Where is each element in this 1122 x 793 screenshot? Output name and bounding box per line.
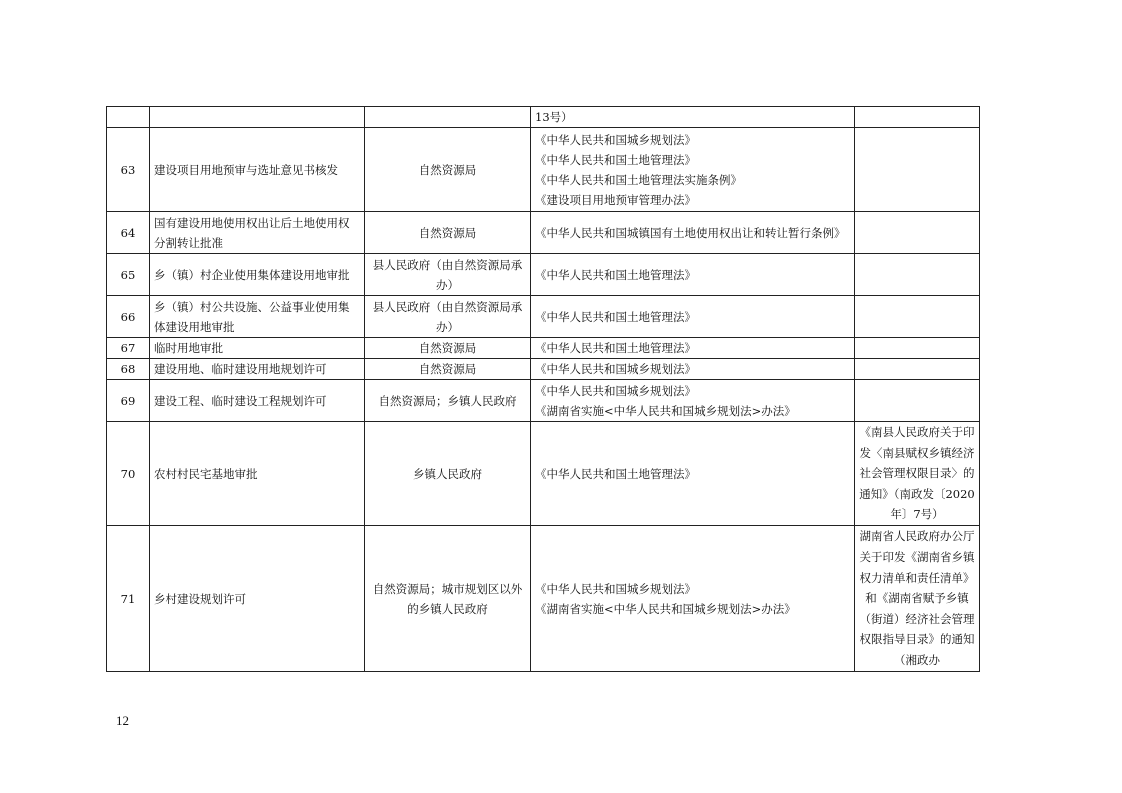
cell-no: 63 [107, 128, 150, 212]
cell-basis [531, 422, 855, 526]
cell-no [107, 107, 150, 128]
cell-name: 乡村建设规划许可 [150, 526, 365, 672]
cell-name [150, 254, 365, 296]
cell-basis [531, 128, 855, 212]
table-row [107, 296, 980, 338]
cell-dept: 自然资源局 [365, 212, 531, 254]
cell-no: 70 [107, 422, 150, 526]
basis-line: 《中华人民共和国土地管理法》 [535, 152, 696, 167]
basis-line: 《中华人民共和国城乡规划法》 [535, 581, 696, 596]
cell-no: 68 [107, 359, 150, 380]
cell-name: 建设用地、临时建设用地规划许可 [150, 359, 365, 380]
cell-dept: 自然资源局；乡镇人民政府 [365, 380, 531, 422]
name-text: 乡（镇）村企业使用集体建设用地审批 [154, 267, 350, 282]
cell-no: 67 [107, 338, 150, 359]
cell-dept: 自然资源局 [365, 338, 531, 359]
cell-dept: 乡镇人民政府 [365, 422, 531, 526]
cell-dept [365, 254, 531, 296]
cell-note [855, 107, 980, 128]
cell-note [855, 526, 980, 672]
cell-dept [365, 296, 531, 338]
cell-dept [365, 107, 531, 128]
basis-line: 《中华人民共和国土地管理法》 [535, 466, 696, 481]
cell-dept [365, 526, 531, 672]
cell-note [855, 359, 980, 380]
cell-name: 建设项目用地预审与选址意见书核发 [150, 128, 365, 212]
basis-line: 《中华人民共和国城镇国有土地使用权出让和转让暂行条例》 [535, 225, 846, 240]
cell-basis [531, 212, 855, 254]
cell-name: 建设工程、临时建设工程规划许可 [150, 380, 365, 422]
cell-dept: 自然资源局 [365, 128, 531, 212]
permits-table [106, 106, 980, 672]
cell-note [855, 212, 980, 254]
note-text: 《南县人民政府关于印发〈南县赋权乡镇经济社会管理权限目录〉的通知》（南政发〔2020年〕7号） [859, 425, 975, 522]
cell-no: 69 [107, 380, 150, 422]
basis-line: 13号） [535, 110, 573, 124]
cell-no: 65 [107, 254, 150, 296]
basis-line: 《中华人民共和国城乡规划法》 [535, 383, 696, 398]
cell-basis [531, 107, 855, 128]
cell-dept: 自然资源局 [365, 359, 531, 380]
cell-no: 66 [107, 296, 150, 338]
cell-basis [531, 338, 855, 359]
cell-note [855, 380, 980, 422]
cell-basis [531, 380, 855, 422]
page-number: 12 [116, 713, 129, 728]
cell-name [150, 107, 365, 128]
cell-name: 临时用地审批 [150, 338, 365, 359]
table-row [107, 359, 980, 380]
cell-name [150, 212, 365, 254]
table-row [107, 422, 980, 526]
cell-basis [531, 296, 855, 338]
cell-note [855, 338, 980, 359]
basis-line: 《中华人民共和国土地管理法》 [535, 309, 696, 324]
cell-basis [531, 359, 855, 380]
table-row [107, 380, 980, 422]
cell-note [855, 296, 980, 338]
table-row [107, 254, 980, 296]
cell-name [150, 296, 365, 338]
cell-note [855, 422, 980, 526]
basis-line: 《中华人民共和国土地管理法》 [535, 267, 696, 282]
basis-line: 《中华人民共和国土地管理法》 [535, 341, 696, 355]
basis-line: 《建设项目用地预审管理办法》 [535, 192, 696, 207]
basis-line: 《中华人民共和国城乡规划法》 [535, 362, 696, 376]
dept-text: 县人民政府（由自然资源局承办） [372, 299, 523, 334]
cell-basis [531, 254, 855, 296]
cell-no: 64 [107, 212, 150, 254]
cell-basis [531, 526, 855, 672]
name-text: 乡（镇）村公共设施、公益事业使用集体建设用地审批 [154, 299, 350, 334]
cell-name: 农村村民宅基地审批 [150, 422, 365, 526]
table-row [107, 212, 980, 254]
dept-text: 自然资源局；城市规划区以外的乡镇人民政府 [372, 581, 523, 616]
dept-text: 县人民政府（由自然资源局承办） [372, 257, 523, 292]
name-text: 国有建设用地使用权出让后土地使用权分割转让批准 [154, 215, 350, 250]
cell-note [855, 254, 980, 296]
note-text: 湖南省人民政府办公厅关于印发《湖南省乡镇权力清单和责任清单》和《湖南省赋予乡镇（街道）经济社会管理权限指导目录》的通知（湘政办 [859, 529, 975, 667]
cell-note [855, 128, 980, 212]
table-row [107, 526, 980, 672]
basis-line: 《中华人民共和国城乡规划法》 [535, 132, 696, 147]
basis-line: 《湖南省实施<中华人民共和国城乡规划法>办法》 [535, 601, 796, 616]
table-row-continuation [107, 107, 980, 128]
table-row [107, 128, 980, 212]
basis-line: 《湖南省实施<中华人民共和国城乡规划法>办法》 [535, 403, 796, 418]
cell-no: 71 [107, 526, 150, 672]
table-row [107, 338, 980, 359]
basis-line: 《中华人民共和国土地管理法实施条例》 [535, 172, 742, 187]
